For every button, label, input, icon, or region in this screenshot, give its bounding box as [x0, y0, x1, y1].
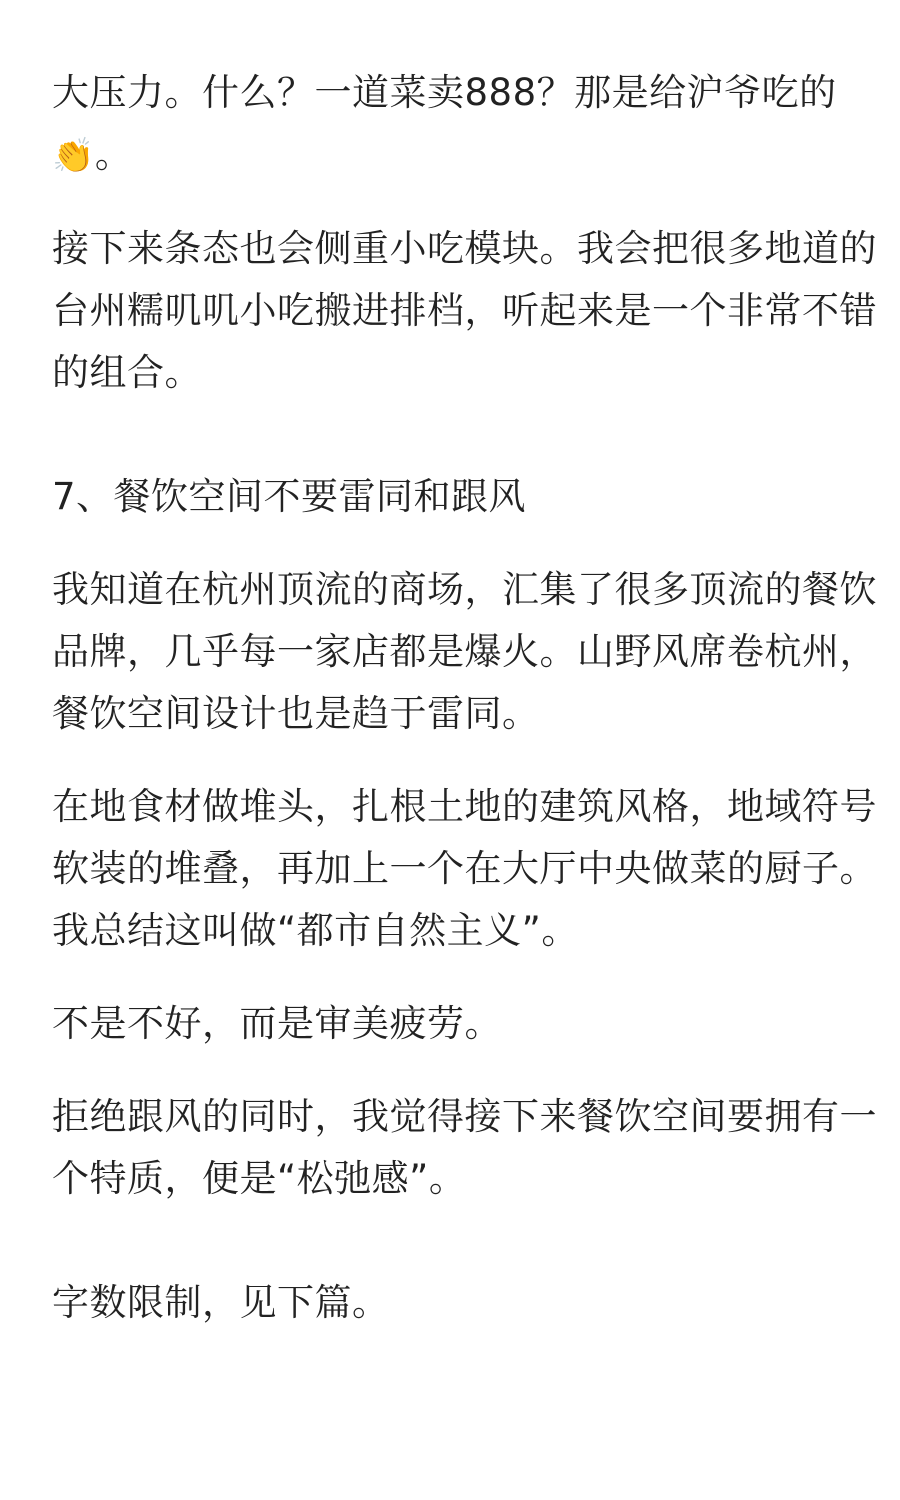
clapping-hands-icon: 👏	[52, 136, 95, 176]
text-line: 餐饮空间设计也是趋于雷同。	[52, 692, 540, 735]
text-line: 字数限制，见下篇。	[52, 1281, 390, 1324]
text-line-tail: 。	[94, 133, 133, 176]
text-line	[52, 124, 852, 187]
paragraph-spacer	[52, 528, 852, 559]
paragraph-price	[52, 62, 852, 187]
text-line: 品牌，几乎每一家店都是爆火。山野风席卷杭州，	[52, 630, 877, 673]
paragraph-fatigue	[52, 993, 852, 1055]
text-line: 不是不好，而是审美疲劳。	[52, 1002, 502, 1045]
text-line: 个特质，便是“松弛感”。	[52, 1157, 467, 1200]
text-line: 在地食材做堆头，扎根土地的建筑风格，地域符号	[52, 785, 877, 828]
paragraph-relaxation	[52, 1086, 877, 1210]
paragraph-urban-naturalism	[52, 776, 877, 962]
paragraph-spacer	[52, 745, 852, 776]
text-line: 拒绝跟风的同时，我觉得接下来餐饮空间要拥有一	[52, 1095, 877, 1138]
text-line: 台州糯叽叽小吃搬进排档，听起来是一个非常不错	[52, 289, 877, 332]
heading-text: 7、餐饮空间不要雷同和跟风	[52, 475, 527, 518]
text-line: 我知道在杭州顶流的商场，汇集了很多顶流的餐饮	[52, 568, 877, 611]
paragraph-hangzhou	[52, 559, 877, 745]
paragraph-snacks	[52, 218, 877, 404]
text-line: 接下来条态也会侧重小吃模块。我会把很多地道的	[52, 227, 877, 270]
paragraph-spacer	[52, 1210, 852, 1272]
paragraph-continued	[52, 1272, 852, 1334]
text-line: 大压力。什么？一道菜卖888？那是给沪爷吃的	[52, 71, 837, 114]
section-heading	[52, 466, 852, 528]
article-body	[52, 62, 877, 1334]
paragraph-spacer	[52, 187, 852, 218]
paragraph-spacer	[52, 1055, 852, 1086]
text-line: 的组合。	[52, 351, 202, 394]
paragraph-spacer	[52, 404, 852, 466]
paragraph-spacer	[52, 962, 852, 993]
text-line: 我总结这叫做“都市自然主义”。	[52, 909, 579, 952]
text-line: 软装的堆叠，再加上一个在大厅中央做菜的厨子。	[52, 847, 877, 890]
